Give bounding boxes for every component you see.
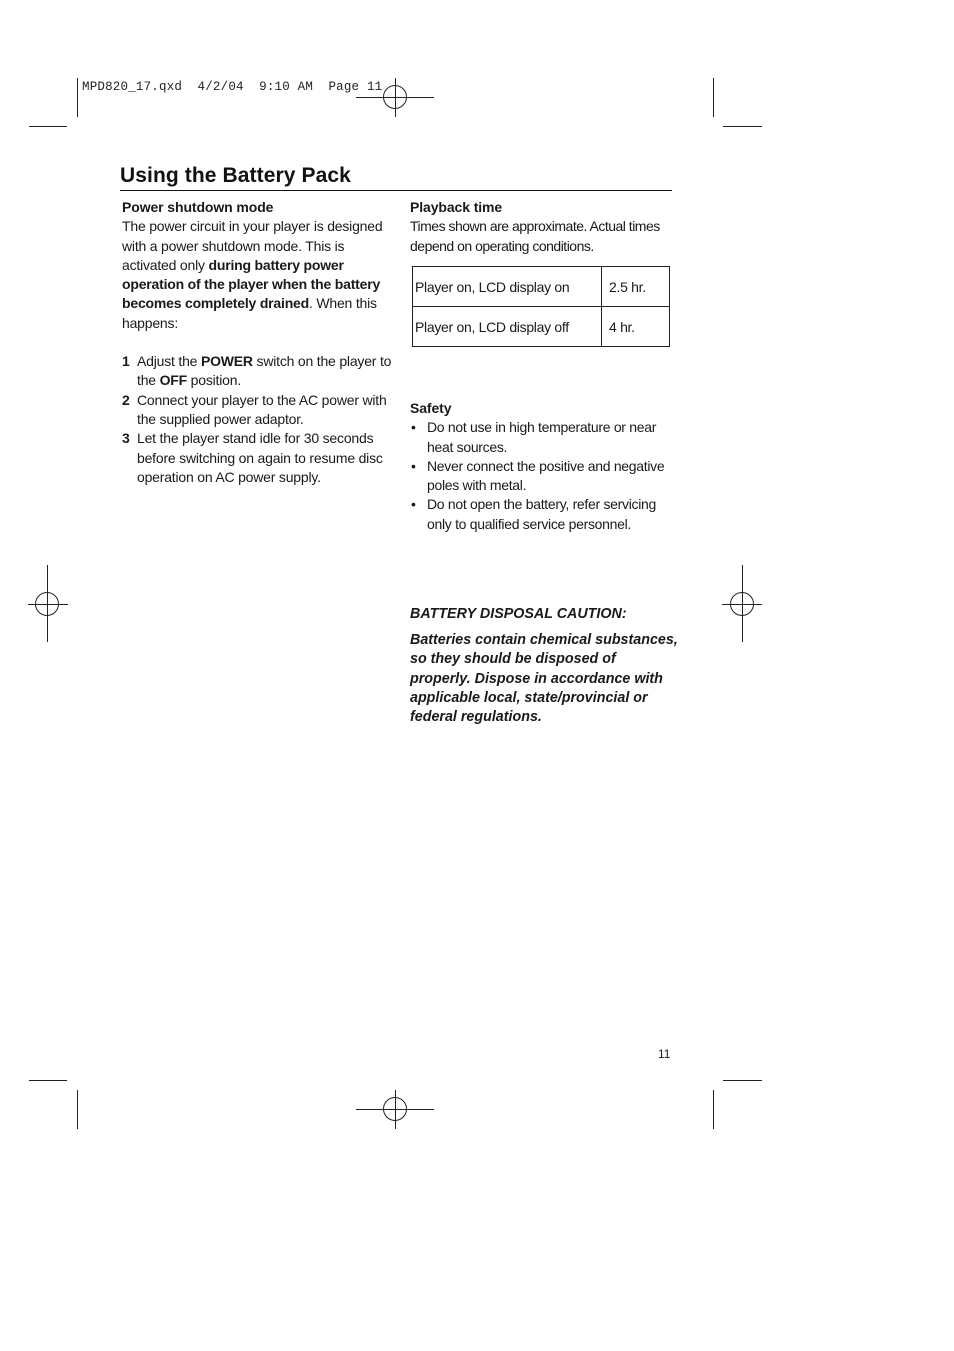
playback-table — [412, 266, 670, 347]
step-item: 3 Let the player stand idle for 30 seconds before switching on again to resume disc operation on AC power supply. — [122, 430, 383, 485]
page-number: 11 — [658, 1047, 671, 1061]
table-cell-label: Player on, LCD display off — [413, 307, 602, 347]
crop-mark — [29, 126, 67, 127]
caution-text: Batteries contain chemical substances, so they should be disposed of properly. Dispose in accordance with applicable local, state/provincial or federal regulations. — [410, 632, 678, 726]
crop-mark — [713, 78, 714, 117]
crop-mark — [29, 1080, 67, 1081]
power-shutdown-heading: Power shutdown mode — [122, 199, 274, 215]
step-item: 2 Connect your player to the AC power with the supplied power adaptor. — [122, 391, 387, 427]
safety-list — [410, 418, 680, 534]
bullet-icon: • — [411, 419, 416, 436]
caution-heading: BATTERY DISPOSAL CAUTION: — [410, 606, 627, 622]
playback-note: Times shown are approximate. Actual times depend on operating conditions. — [410, 218, 660, 254]
table-row — [413, 267, 670, 307]
table-cell-label: Player on, LCD display on — [413, 267, 602, 307]
list-item: • Never connect the positive and negative poles with metal. — [411, 457, 665, 494]
power-shutdown-section — [122, 198, 394, 487]
battery-disposal-caution — [410, 605, 680, 727]
power-shutdown-steps — [122, 352, 394, 487]
crop-mark — [77, 1090, 78, 1129]
crop-mark — [77, 78, 78, 117]
bullet-icon: • — [411, 457, 416, 474]
safety-heading: Safety — [410, 400, 452, 416]
playback-heading: Playback time — [410, 199, 503, 215]
table-cell-value: 2.5 hr. — [602, 267, 670, 307]
playback-section — [410, 198, 678, 256]
bullet-icon: • — [411, 496, 416, 513]
list-item: • Do not use in high temperature or near heat sources. — [411, 419, 657, 455]
crop-mark — [713, 1090, 714, 1129]
safety-section — [410, 399, 680, 534]
print-slug: MPD820_17.qxd 4/2/04 9:10 AM Page 11 — [82, 80, 383, 94]
crop-mark — [723, 1080, 762, 1081]
step-item: 1 Adjust the POWER switch on the player to the OFF position. — [122, 353, 392, 389]
table-row — [413, 307, 670, 347]
crop-mark — [723, 126, 762, 127]
table-cell-value: 4 hr. — [602, 307, 670, 347]
list-item: • Do not open the battery, refer servicing only to qualified service personnel. — [411, 496, 656, 532]
page-title: Using the Battery Pack — [120, 164, 672, 191]
power-shutdown-intro: The power circuit in your player is designed with a power shutdown mode. This is activated only during battery power operation of the player when the battery becomes completely drained. When this happens: — [122, 218, 383, 331]
